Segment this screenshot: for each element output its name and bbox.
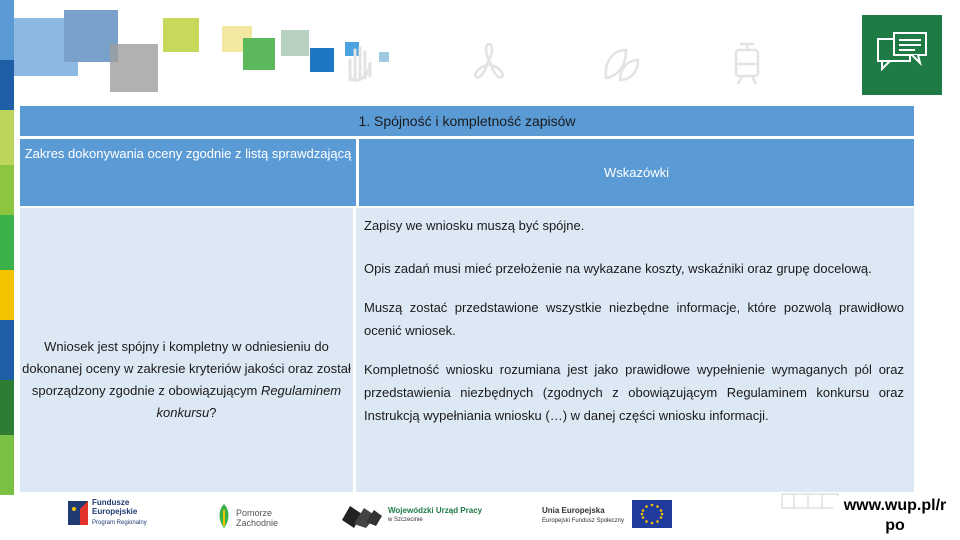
logo1-line3: Program Regionalny bbox=[92, 520, 147, 526]
question-end: ? bbox=[209, 405, 217, 420]
logo4-line2: Europejski Fundusz Społeczny bbox=[542, 518, 625, 524]
table-body-row bbox=[20, 208, 914, 492]
decor-square bbox=[310, 48, 334, 72]
column-header-scope: Zakres dokonywania oceny zgodnie z listą sprawdzającą bbox=[20, 139, 359, 206]
decor-square bbox=[163, 18, 199, 52]
table-header-row bbox=[20, 139, 914, 206]
question-italic: Regulaminem konkursu bbox=[156, 383, 342, 420]
leaves-icon bbox=[598, 40, 644, 86]
hints-cell bbox=[356, 208, 914, 492]
left-color-stripe bbox=[0, 60, 14, 110]
left-color-stripe bbox=[0, 320, 14, 380]
logo1-line2: Europejskie bbox=[92, 507, 138, 516]
chat-icon bbox=[862, 15, 942, 95]
hint-item: Opis zadań musi mieć przełożenie na wykazane koszty, wskaźniki oraz grupę docelową. bbox=[364, 261, 872, 276]
decor-square bbox=[110, 44, 158, 92]
logo2-line1: Pomorze bbox=[236, 508, 273, 518]
hint-item: Zapisy we wniosku muszą być spójne. bbox=[364, 218, 585, 233]
logo1-line1: Fundusze bbox=[92, 498, 130, 507]
eu-flag-icon bbox=[632, 500, 672, 528]
fe-logo-icon bbox=[66, 497, 90, 527]
left-color-stripe bbox=[0, 435, 14, 495]
logo3-line2: w Szczecinie bbox=[388, 517, 423, 523]
tram-icon bbox=[724, 40, 770, 86]
hand-icon bbox=[336, 40, 382, 86]
left-color-stripe bbox=[0, 270, 14, 320]
left-color-stripe bbox=[0, 380, 14, 435]
wup-logo-icon bbox=[340, 500, 384, 528]
pomorze-logo-icon bbox=[214, 502, 234, 530]
left-color-stripe bbox=[0, 110, 14, 165]
table-title: 1. Spójność i kompletność zapisów bbox=[358, 113, 576, 129]
hint-item: Muszą zostać przedstawione wszystkie niezbędne informacje, które pozwolą prawidłowo ocenić wniosek. bbox=[364, 300, 904, 338]
left-color-stripe bbox=[0, 0, 14, 60]
left-color-stripe bbox=[0, 215, 14, 270]
column-header-hints: Wskazówki bbox=[603, 165, 669, 180]
decor-square bbox=[243, 38, 275, 70]
logo2-line2: Zachodnie bbox=[236, 518, 279, 528]
windmill-icon bbox=[466, 40, 512, 86]
website-url[interactable]: www.wup.pl/r po bbox=[833, 496, 957, 540]
evaluation-table bbox=[20, 106, 914, 492]
question-cell bbox=[20, 208, 356, 492]
decor-square bbox=[281, 30, 309, 56]
question-text: Wniosek jest spójny i kompletny w odniesieniu do dokonanej oceny w zakresie kryteriów jakości oraz został sporządzony zgodnie z obowiązującym bbox=[22, 339, 351, 398]
left-color-stripe bbox=[0, 165, 14, 215]
table-title-row bbox=[20, 106, 914, 136]
logo4-line1: Unia Europejska bbox=[542, 506, 605, 515]
hint-item: Kompletność wniosku rozumiana jest jako prawidłowe wypełnienie wymaganych pól oraz przedstawienia niezbędnych (zgodnych z obowiązującym Regulaminem konkursu oraz Instrukcją wypełniania wniosku (…) w danej części wniosku informacji. bbox=[364, 362, 904, 423]
logo3-line1: Wojewódzki Urząd Pracy bbox=[388, 506, 483, 515]
tram-outline-icon bbox=[780, 492, 840, 512]
